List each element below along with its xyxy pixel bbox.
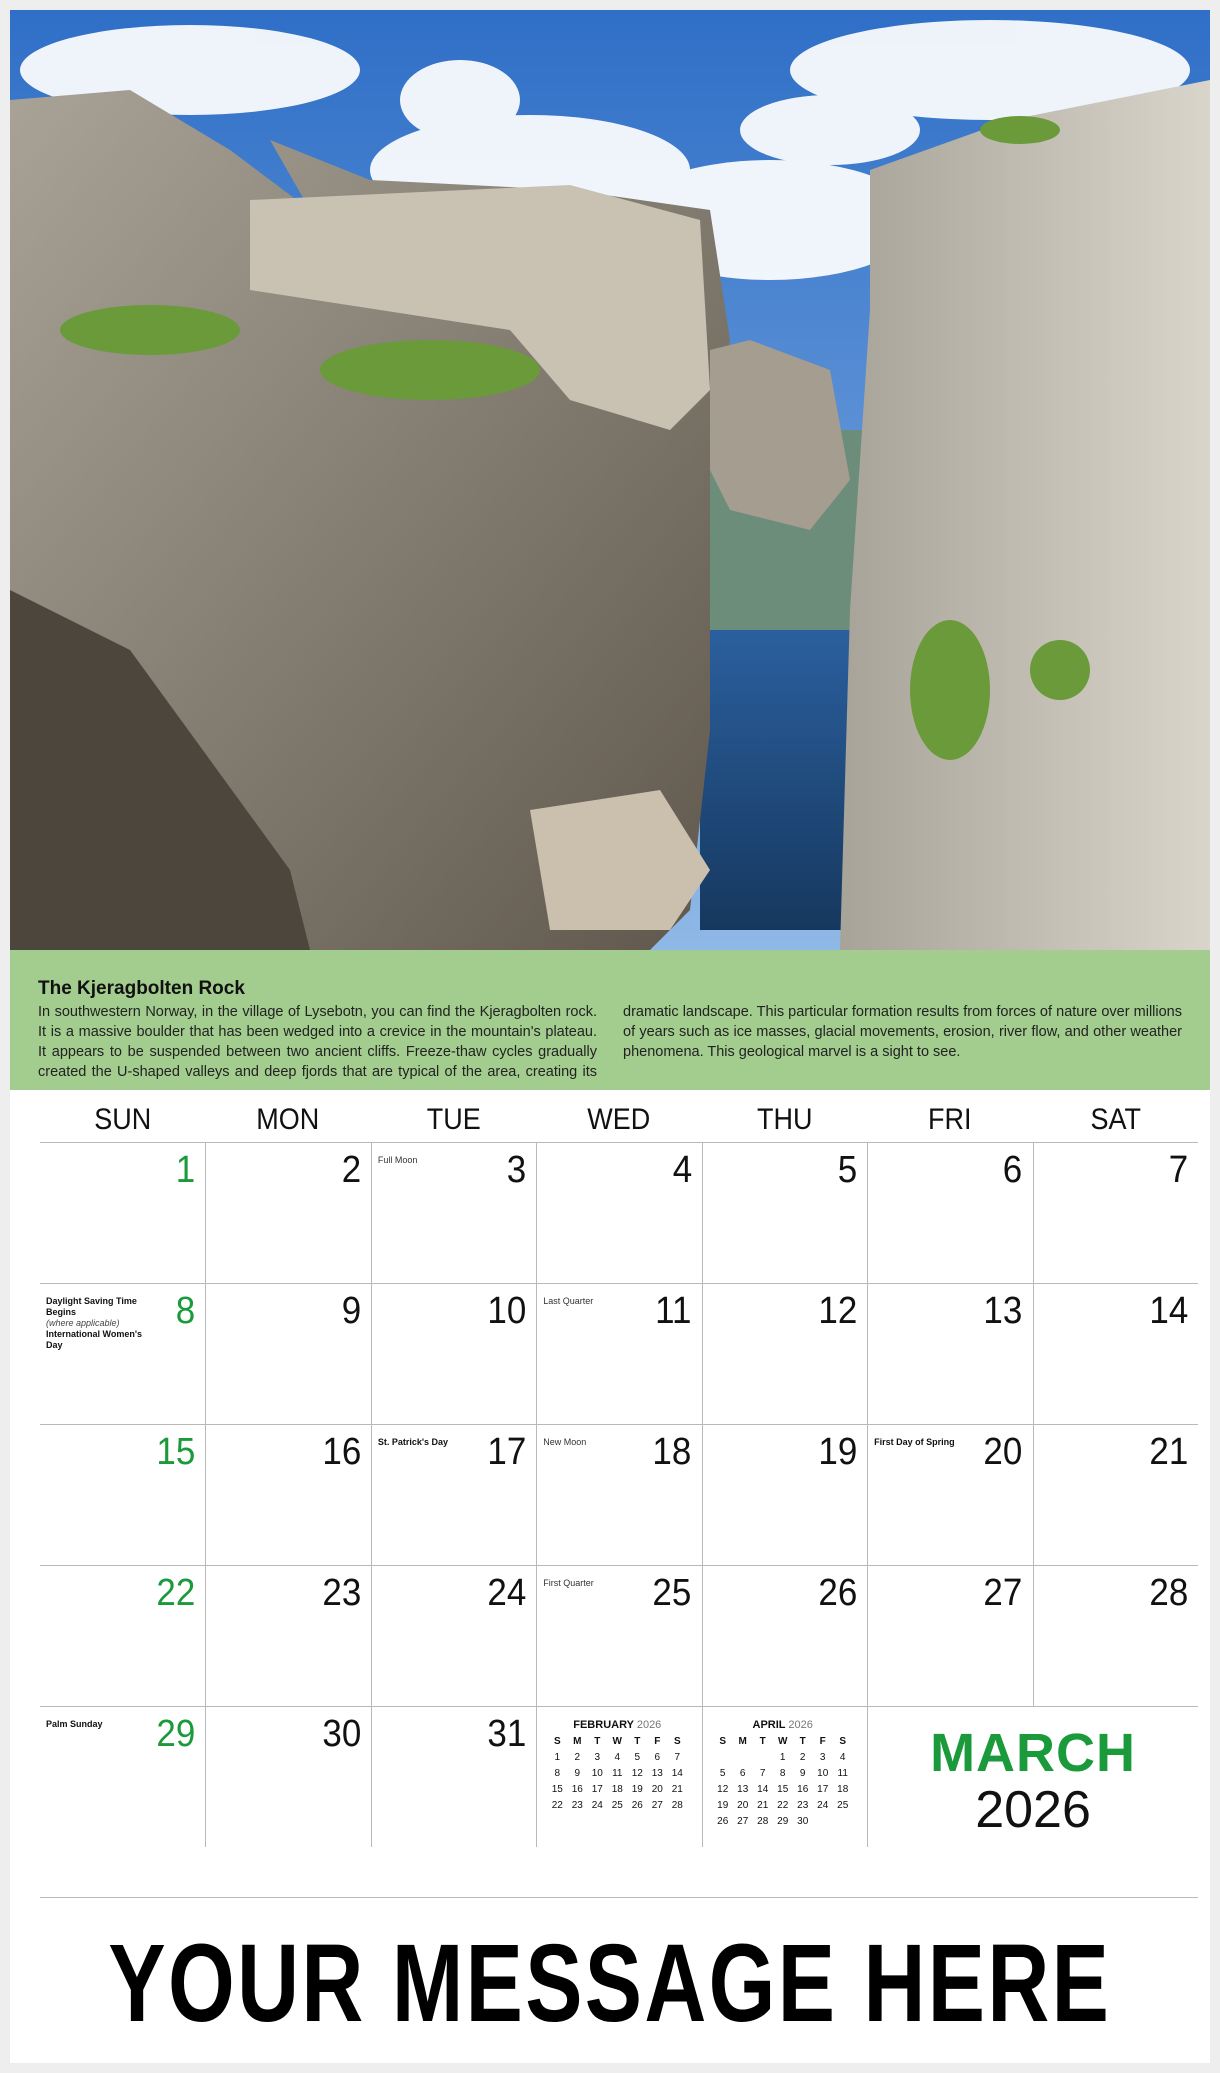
mini-day: 7 bbox=[759, 1767, 766, 1779]
day-number: 28 bbox=[1149, 1572, 1188, 1614]
day-number: 31 bbox=[487, 1713, 527, 1755]
day-number: 29 bbox=[156, 1713, 196, 1755]
day-cell bbox=[1033, 1565, 1198, 1706]
mini-day: 8 bbox=[779, 1767, 786, 1779]
mini-day: 6 bbox=[654, 1751, 661, 1763]
day-cell bbox=[371, 1706, 536, 1847]
day-number: 10 bbox=[487, 1290, 527, 1332]
day-number: 11 bbox=[655, 1290, 692, 1332]
day-number: 9 bbox=[341, 1290, 361, 1332]
mini-week-row bbox=[713, 1781, 853, 1797]
day-number: 26 bbox=[818, 1572, 858, 1614]
weeks bbox=[40, 1142, 1198, 1847]
weekday-wed: WED bbox=[587, 1103, 651, 1136]
mini-day: 30 bbox=[797, 1815, 809, 1827]
caption-title: The Kjeragbolten Rock bbox=[38, 978, 245, 999]
mini-day: 21 bbox=[671, 1783, 683, 1795]
day-number: 24 bbox=[487, 1572, 527, 1614]
event-first-day-of-spring: First Day of Spring bbox=[874, 1437, 955, 1447]
mini-day: 17 bbox=[817, 1783, 829, 1795]
day-number: 20 bbox=[983, 1431, 1023, 1473]
mini-day: 20 bbox=[651, 1783, 663, 1795]
mini-day: 22 bbox=[777, 1799, 789, 1811]
mini-day: 19 bbox=[631, 1783, 643, 1795]
mini-day: 5 bbox=[719, 1767, 726, 1779]
mini-weekday: T bbox=[594, 1735, 601, 1747]
month-label bbox=[867, 1706, 1198, 1847]
day-number: 15 bbox=[156, 1431, 196, 1473]
mini-month-name: APRIL bbox=[752, 1719, 786, 1731]
mini-day bbox=[813, 1813, 833, 1829]
day-cell bbox=[702, 1424, 867, 1565]
day-cell bbox=[205, 1706, 370, 1847]
day-cell bbox=[40, 1565, 205, 1706]
day-number: 21 bbox=[1149, 1431, 1188, 1473]
mini-day: 19 bbox=[717, 1799, 729, 1811]
mini-day: 15 bbox=[777, 1783, 789, 1795]
mini-day: 15 bbox=[551, 1783, 563, 1795]
month-year: 2026 bbox=[975, 1781, 1091, 1839]
mini-month-year: 2026 bbox=[788, 1719, 813, 1731]
day-number: 3 bbox=[506, 1149, 527, 1191]
mini-week-row bbox=[713, 1765, 853, 1781]
day-cell bbox=[40, 1424, 205, 1565]
mini-day: 25 bbox=[837, 1799, 849, 1811]
mini-day: 3 bbox=[594, 1751, 601, 1763]
day-number: 7 bbox=[1168, 1149, 1188, 1191]
calendar-grid bbox=[40, 1098, 1198, 1847]
day-cell bbox=[702, 1142, 867, 1283]
mini-day: 26 bbox=[717, 1815, 729, 1827]
mini-week-row bbox=[547, 1749, 687, 1765]
mini-day: 23 bbox=[571, 1799, 583, 1811]
mini-weekday: T bbox=[759, 1735, 766, 1747]
day-number: 8 bbox=[175, 1290, 196, 1332]
weekday-sun: SUN bbox=[94, 1103, 152, 1136]
mini-day: 10 bbox=[591, 1767, 603, 1779]
event-first-quarter: First Quarter bbox=[543, 1578, 594, 1588]
mini-day: 24 bbox=[591, 1799, 603, 1811]
mini-day: 16 bbox=[797, 1783, 809, 1795]
mini-day: 1 bbox=[779, 1751, 786, 1763]
day-cell bbox=[867, 1283, 1032, 1424]
mini-calendar-title bbox=[713, 1719, 853, 1731]
event-new-moon: New Moon bbox=[543, 1437, 587, 1447]
mini-day: 9 bbox=[799, 1767, 806, 1779]
day-number: 4 bbox=[672, 1149, 692, 1191]
weekday-sat: SAT bbox=[1090, 1103, 1141, 1136]
day-cell bbox=[536, 1142, 701, 1283]
mini-day: 11 bbox=[612, 1767, 623, 1779]
weekday-mon: MON bbox=[256, 1103, 320, 1136]
mini-month-name: FEBRUARY bbox=[573, 1719, 634, 1731]
mini-header-row bbox=[713, 1733, 853, 1749]
day-number: 19 bbox=[818, 1431, 858, 1473]
day-cell bbox=[40, 1142, 205, 1283]
mini-calendar-february bbox=[536, 1706, 701, 1847]
mini-day: 12 bbox=[631, 1767, 643, 1779]
mini-weekday: M bbox=[738, 1735, 747, 1747]
mini-calendar bbox=[713, 1719, 853, 1829]
day-number: 23 bbox=[321, 1572, 361, 1614]
day-cell bbox=[205, 1142, 370, 1283]
mini-day: 11 bbox=[837, 1767, 848, 1779]
day-cell bbox=[536, 1424, 701, 1565]
day-cell bbox=[1033, 1424, 1198, 1565]
mini-day: 23 bbox=[797, 1799, 809, 1811]
mini-calendar-april bbox=[702, 1706, 867, 1847]
mini-weekday: S bbox=[673, 1735, 681, 1747]
message-banner bbox=[10, 1903, 1210, 2063]
mini-calendar-table bbox=[547, 1733, 687, 1813]
mini-day: 27 bbox=[651, 1799, 663, 1811]
day-cell bbox=[536, 1283, 701, 1424]
mini-day bbox=[753, 1749, 773, 1765]
mini-weekday: W bbox=[612, 1735, 622, 1747]
day-cell bbox=[1033, 1142, 1198, 1283]
mini-day: 2 bbox=[574, 1751, 581, 1763]
day-cell bbox=[536, 1565, 701, 1706]
mini-day bbox=[713, 1749, 733, 1765]
event-palm-sunday: Palm Sunday bbox=[46, 1719, 103, 1729]
mini-day: 10 bbox=[817, 1767, 829, 1779]
mini-day: 14 bbox=[671, 1767, 683, 1779]
day-cell bbox=[40, 1706, 205, 1847]
event-full-moon: Full Moon bbox=[377, 1155, 418, 1165]
mini-week-row bbox=[547, 1797, 687, 1813]
day-number: 27 bbox=[983, 1572, 1023, 1614]
mini-day bbox=[833, 1813, 853, 1829]
day-number: 16 bbox=[321, 1431, 361, 1473]
mini-day: 4 bbox=[614, 1751, 621, 1763]
mini-day: 26 bbox=[631, 1799, 643, 1811]
mini-day: 7 bbox=[674, 1751, 681, 1763]
mini-day: 3 bbox=[819, 1751, 826, 1763]
event-dst-note: (where applicable) bbox=[46, 1318, 120, 1328]
day-cell bbox=[867, 1565, 1032, 1706]
day-number: 1 bbox=[175, 1149, 196, 1191]
mini-calendar-table bbox=[713, 1733, 853, 1829]
mini-day: 8 bbox=[554, 1767, 561, 1779]
mini-day: 27 bbox=[737, 1815, 749, 1827]
mini-weekday: S bbox=[839, 1735, 847, 1747]
event-dst-title: Daylight Saving Time Begins bbox=[46, 1296, 137, 1317]
weekday-thu: THU bbox=[756, 1103, 813, 1136]
mini-calendar-title bbox=[547, 1719, 687, 1731]
day-cell bbox=[702, 1283, 867, 1424]
mini-day: 20 bbox=[737, 1799, 749, 1811]
weekday-fri: FRI bbox=[928, 1103, 972, 1136]
mini-day: 9 bbox=[574, 1767, 581, 1779]
mini-day: 25 bbox=[611, 1799, 623, 1811]
mini-weekday: F bbox=[654, 1735, 661, 1747]
mini-day: 1 bbox=[554, 1751, 561, 1763]
mini-day: 22 bbox=[551, 1799, 563, 1811]
mini-weekday: S bbox=[719, 1735, 727, 1747]
day-number: 12 bbox=[818, 1290, 858, 1332]
day-number: 30 bbox=[321, 1713, 361, 1755]
mini-week-row bbox=[547, 1765, 687, 1781]
mini-header-row bbox=[547, 1733, 687, 1749]
day-cell bbox=[40, 1283, 205, 1424]
day-number: 22 bbox=[156, 1572, 196, 1614]
mini-day: 6 bbox=[739, 1767, 746, 1779]
day-cell bbox=[867, 1424, 1032, 1565]
event-womens-day: International Women's Day bbox=[46, 1329, 142, 1350]
mini-day: 14 bbox=[757, 1783, 769, 1795]
mini-week-row bbox=[713, 1797, 853, 1813]
mini-calendar bbox=[547, 1719, 687, 1813]
mini-day: 5 bbox=[634, 1751, 641, 1763]
day-number: 5 bbox=[837, 1149, 858, 1191]
day-number: 17 bbox=[487, 1431, 527, 1473]
month-name: MARCH bbox=[930, 1723, 1137, 1783]
mini-weekday: W bbox=[777, 1735, 788, 1747]
day-cell bbox=[1033, 1283, 1198, 1424]
day-cell bbox=[371, 1142, 536, 1283]
mini-month-year: 2026 bbox=[636, 1719, 662, 1731]
mini-weekday: T bbox=[799, 1735, 806, 1747]
day-number: 6 bbox=[1003, 1149, 1023, 1191]
weekday-tue: TUE bbox=[426, 1103, 481, 1136]
day-number: 25 bbox=[652, 1572, 692, 1614]
mini-day: 17 bbox=[591, 1783, 603, 1795]
mini-weekday: M bbox=[573, 1735, 582, 1747]
landscape-illustration bbox=[10, 10, 1210, 950]
mini-day: 2 bbox=[799, 1751, 806, 1763]
day-cell bbox=[867, 1142, 1032, 1283]
mini-week-row bbox=[713, 1749, 853, 1765]
day-cell bbox=[702, 1565, 867, 1706]
mini-weekday: T bbox=[634, 1735, 641, 1747]
day-cell bbox=[205, 1565, 370, 1706]
mini-day: 18 bbox=[611, 1783, 623, 1795]
mini-week-row bbox=[547, 1781, 687, 1797]
day-number: 13 bbox=[983, 1290, 1023, 1332]
mini-day: 16 bbox=[571, 1783, 583, 1795]
event-st-patricks: St. Patrick's Day bbox=[377, 1437, 449, 1447]
weekday-header bbox=[40, 1098, 1198, 1142]
day-cell bbox=[205, 1424, 370, 1565]
mini-day: 28 bbox=[757, 1815, 769, 1827]
mini-day: 28 bbox=[671, 1799, 683, 1811]
mini-day: 24 bbox=[817, 1799, 829, 1811]
mini-weekday: F bbox=[819, 1735, 826, 1747]
day-cell bbox=[371, 1283, 536, 1424]
event-daylight-saving bbox=[46, 1296, 150, 1351]
mini-week-row bbox=[713, 1813, 853, 1829]
mini-day: 4 bbox=[839, 1751, 846, 1763]
mini-day: 18 bbox=[837, 1783, 849, 1795]
mini-weekday: S bbox=[553, 1735, 561, 1747]
day-number: 14 bbox=[1149, 1290, 1188, 1332]
mini-day: 29 bbox=[777, 1815, 789, 1827]
day-cell bbox=[371, 1565, 536, 1706]
kjeragbolten-photo bbox=[10, 10, 1210, 950]
calendar-page bbox=[10, 10, 1210, 2063]
mini-day: 13 bbox=[737, 1783, 749, 1795]
event-last-quarter: Last Quarter bbox=[543, 1296, 594, 1306]
caption-description: In southwestern Norway, in the village of Lysebotn, you can find the Kjeragbolten rock. It is a massive boulder that has been wedged into a crevice in the mountain's plateau. It appears to be suspended between two ancient cliffs. Freeze-thaw cycles gradually created the U-shaped valleys and deep fjords that are typical of the area, creating its dramatic landscape. This particular formation results from forces of nature over millions of years such as ice masses, glacial movements, erosion, river flow, and other weather phenomena. This geological marvel is a sight to see. bbox=[38, 1004, 1182, 1080]
day-cell bbox=[371, 1424, 536, 1565]
mini-day bbox=[733, 1749, 753, 1765]
mini-day: 13 bbox=[651, 1767, 663, 1779]
banner-text: YOUR MESSAGE HERE bbox=[108, 1921, 1112, 2045]
caption-panel bbox=[10, 950, 1210, 1090]
day-number: 2 bbox=[341, 1149, 361, 1191]
day-cell bbox=[205, 1283, 370, 1424]
mini-day: 21 bbox=[757, 1799, 769, 1811]
mini-day: 12 bbox=[717, 1783, 729, 1795]
day-number: 18 bbox=[652, 1431, 692, 1473]
grid-bottom-rule bbox=[40, 1897, 1198, 1898]
